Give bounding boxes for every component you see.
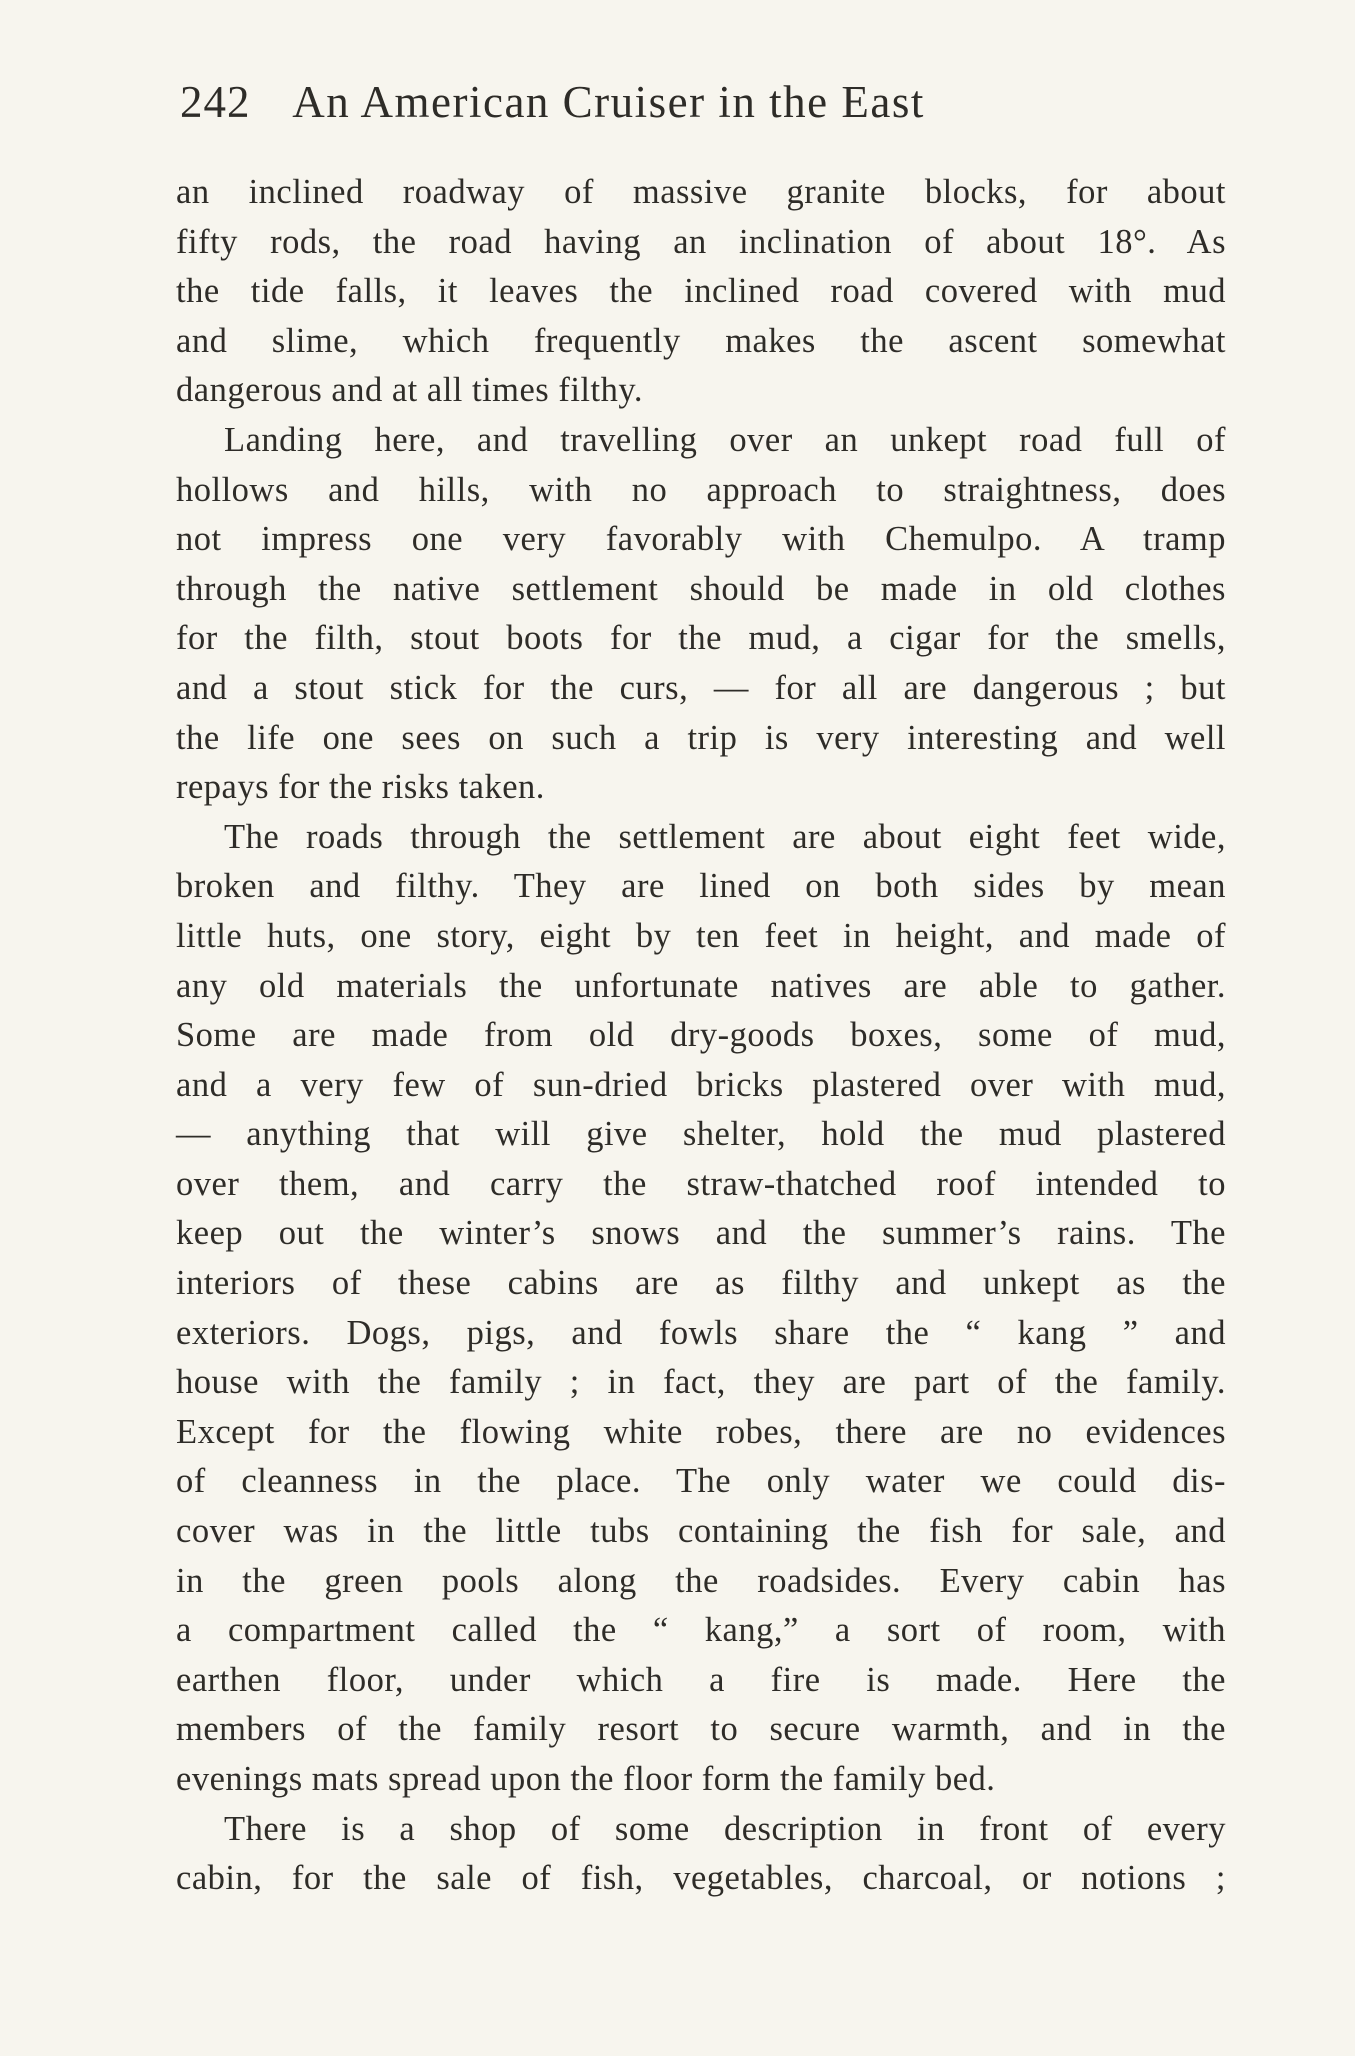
text-line: and a stout stick for the curs, — for all are dangerous ; but [176, 668, 1226, 707]
text-line: exteriors. Dogs, pigs, and fowls share the “ kang ” and [176, 1313, 1226, 1352]
text-line: not impress one very favorably with Chemulpo. A tramp [176, 520, 1226, 559]
text-line: through the native settlement should be made in old clothes [176, 569, 1226, 608]
text-line: dangerous and at all times filthy. [176, 371, 643, 410]
text-line: interiors of these cabins are as filthy and unkept as the [176, 1264, 1226, 1303]
text-line: cabin, for the sale of fish, vegetables, charcoal, or notions ; [176, 1859, 1226, 1898]
text-line: broken and filthy. They are lined on both sides by mean [176, 867, 1226, 906]
running-head [180, 72, 1180, 132]
text-line: for the filth, stout boots for the mud, a cigar for the smells, [176, 619, 1226, 658]
text-line: and a very few of sun-dried bricks plastered over with mud, [176, 1065, 1226, 1104]
text-line: hollows and hills, with no approach to straightness, does [176, 470, 1226, 509]
text-line: any old materials the unfortunate natives are able to gather. [176, 966, 1226, 1005]
text-line: repays for the risks taken. [176, 768, 545, 807]
text-line: Landing here, and travelling over an unkept road full of [224, 420, 1226, 459]
text-line: little huts, one story, eight by ten feet in height, and made of [176, 916, 1226, 955]
text-line: cover was in the little tubs containing the fish for sale, and [176, 1512, 1226, 1551]
text-line: and slime, which frequently makes the ascent somewhat [176, 321, 1226, 360]
text-line: Except for the flowing white robes, there are no evidences [176, 1412, 1226, 1451]
text-line: Some are made from old dry-goods boxes, some of mud, [176, 1016, 1226, 1055]
text-line: in the green pools along the roadsides. Every cabin has [176, 1561, 1226, 1600]
text-line: keep out the winter’s snows and the summer’s rains. The [176, 1214, 1226, 1253]
page-number: 242 [180, 77, 251, 127]
text-line: There is a shop of some description in front of every [224, 1809, 1226, 1848]
text-line: members of the family resort to secure warmth, and in the [176, 1710, 1226, 1749]
text-line: over them, and carry the straw-thatched roof intended to [176, 1164, 1226, 1203]
text-line: a compartment called the “ kang,” a sort of room, with [176, 1611, 1226, 1650]
text-line: — anything that will give shelter, hold the mud plastered [176, 1115, 1226, 1154]
text-line: house with the family ; in fact, they are part of the family. [176, 1363, 1226, 1402]
text-line: The roads through the settlement are about eight feet wide, [224, 817, 1226, 856]
text-line: the tide falls, it leaves the inclined road covered with mud [176, 272, 1226, 311]
running-title: An American Cruiser in the East [292, 77, 925, 127]
text-line: evenings mats spread upon the floor form the family bed. [176, 1760, 996, 1798]
text-line: earthen floor, under which a fire is made. Here the [176, 1660, 1226, 1699]
text-line: the life one sees on such a trip is very interesting and well [176, 718, 1226, 757]
text-line: an inclined roadway of massive granite blocks, for about [176, 173, 1226, 211]
body-text [176, 168, 1226, 1904]
text-line: of cleanness in the place. The only water we could dis- [176, 1462, 1226, 1501]
text-line: fifty rods, the road having an inclination of about 18°. As [176, 222, 1226, 261]
